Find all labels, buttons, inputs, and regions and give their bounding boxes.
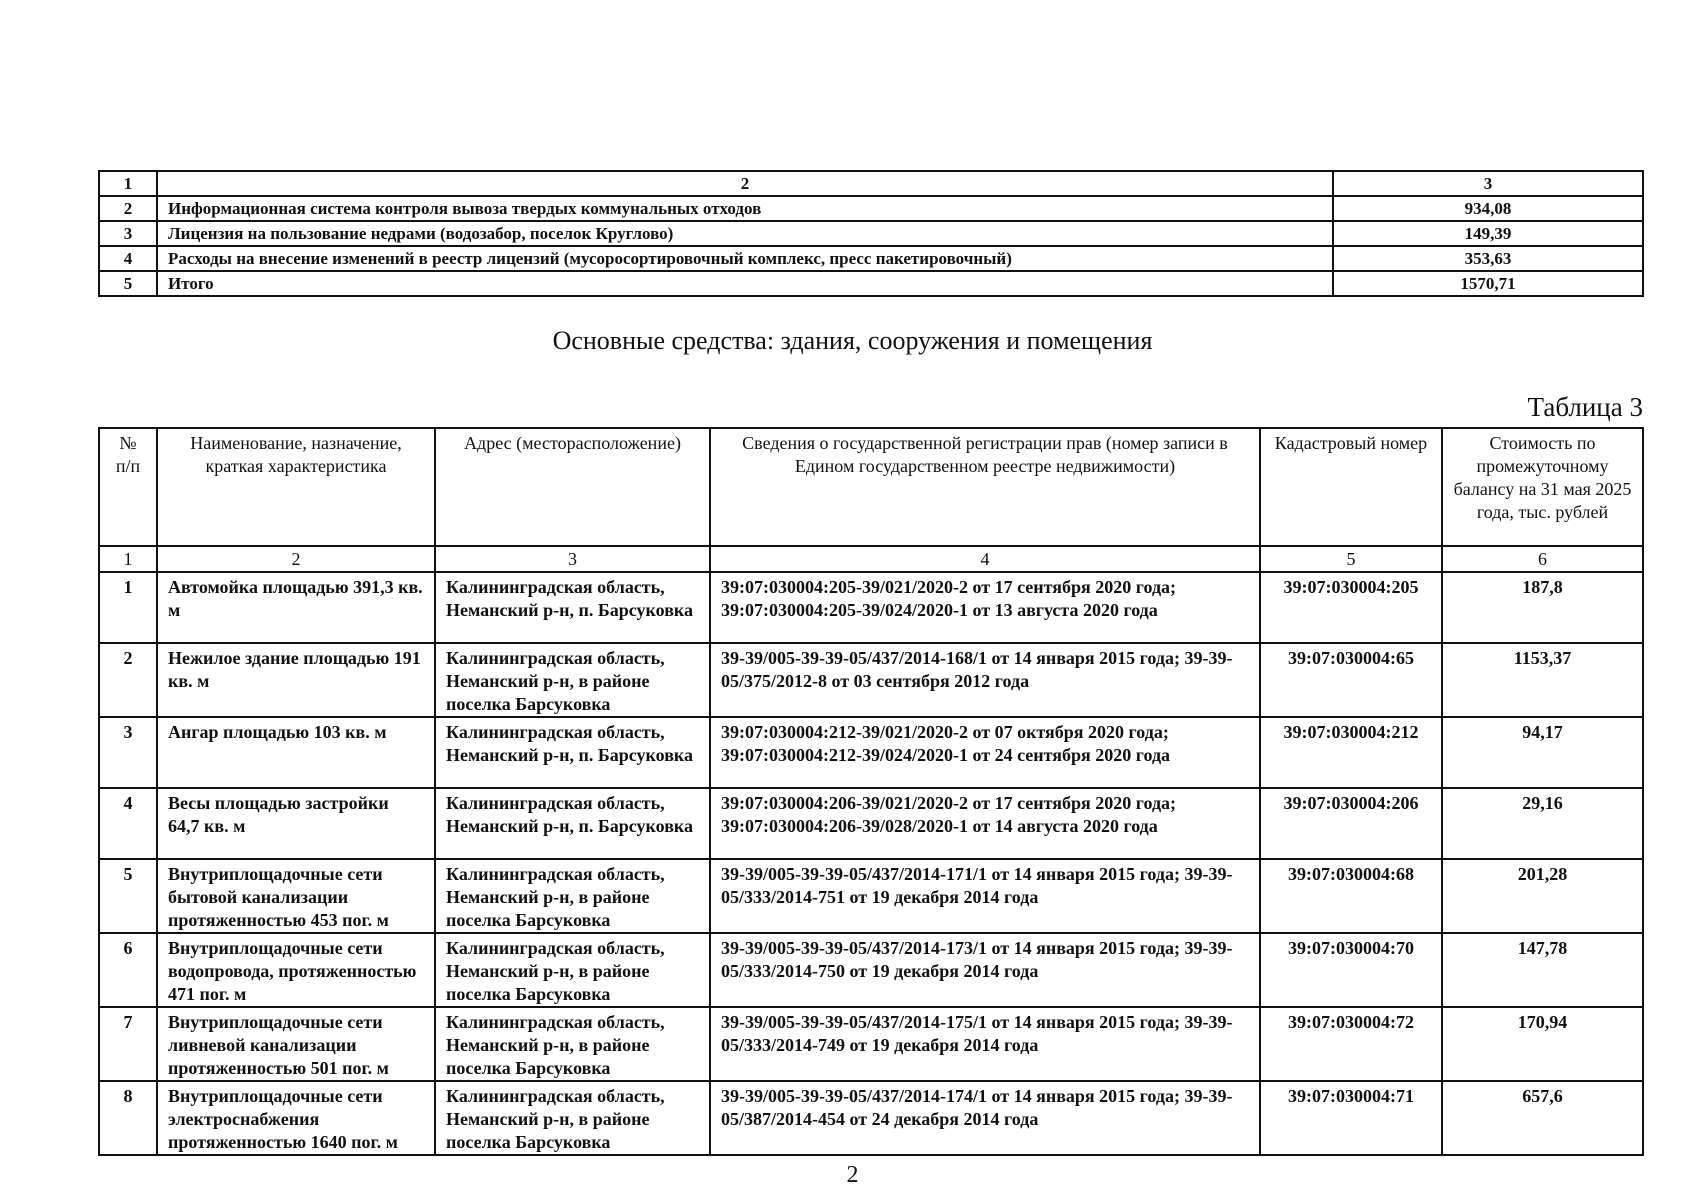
table-row xyxy=(99,717,1643,788)
row-number: 4 xyxy=(99,788,157,859)
row-name: Автомойка площадью 391,3 кв. м xyxy=(157,572,435,643)
row-name: Внутриплощадочные сети бытовой канализации протяженностью 453 пог. м xyxy=(157,859,435,933)
row-registration: 39:07:030004:206-39/021/2020-2 от 17 сентября 2020 года; 39:07:030004:206-39/028/2020-1 от 14 августа 2020 года xyxy=(710,788,1260,859)
row-cadastral: 39:07:030004:72 xyxy=(1260,1007,1442,1081)
row-address: Калининградская область, Неманский р-н, п. Барсуковка xyxy=(435,717,710,788)
row-address: Калининградская область, Неманский р-н, в районе поселка Барсуковка xyxy=(435,859,710,933)
row-cadastral: 39:07:030004:71 xyxy=(1260,1081,1442,1155)
page-number: 2 xyxy=(846,1162,859,1188)
row-registration: 39-39/005-39-39-05/437/2014-173/1 от 14 января 2015 года; 39-39-05/333/2014-750 от 19 декабря 2014 года xyxy=(710,933,1260,1007)
row-value: 934,08 xyxy=(1333,196,1643,221)
row-cost: 170,94 xyxy=(1442,1007,1643,1081)
column-numbers-row xyxy=(99,546,1643,572)
header-number: № п/п xyxy=(99,428,157,546)
col-number-2: 2 xyxy=(157,546,435,572)
row-name: Весы площадью застройки 64,7 кв. м xyxy=(157,788,435,859)
row-number: 1 xyxy=(99,572,157,643)
row-name: Внутриплощадочные сети водопровода, протяженностью 471 пог. м xyxy=(157,933,435,1007)
row-value: 353,63 xyxy=(1333,246,1643,271)
row-name: Расходы на внесение изменений в реестр лицензий (мусоросортировочный комплекс, пресс пакетировочный) xyxy=(157,246,1333,271)
table-header-row xyxy=(99,171,1643,196)
row-registration: 39-39/005-39-39-05/437/2014-174/1 от 14 января 2015 года; 39-39-05/387/2014-454 от 24 декабря 2014 года xyxy=(710,1081,1260,1155)
row-cost: 94,17 xyxy=(1442,717,1643,788)
table-row xyxy=(99,859,1643,933)
col-number-2: 2 xyxy=(157,171,1333,196)
col-number-4: 4 xyxy=(710,546,1260,572)
row-name: Лицензия на пользование недрами (водозабор, поселок Круглово) xyxy=(157,221,1333,246)
row-value: 1570,71 xyxy=(1333,271,1643,296)
col-number-3: 3 xyxy=(1333,171,1643,196)
row-number: 3 xyxy=(99,717,157,788)
fixed-assets-table xyxy=(98,427,1644,1156)
row-cadastral: 39:07:030004:212 xyxy=(1260,717,1442,788)
row-number: 2 xyxy=(99,643,157,717)
header-address: Адрес (месторасположение) xyxy=(435,428,710,546)
col-number-5: 5 xyxy=(1260,546,1442,572)
section-title: Основные средства: здания, сооружения и помещения xyxy=(552,326,1153,355)
row-name: Внутриплощадочные сети электроснабжения протяженностью 1640 пог. м xyxy=(157,1081,435,1155)
row-cost: 187,8 xyxy=(1442,572,1643,643)
row-cost: 29,16 xyxy=(1442,788,1643,859)
row-registration: 39-39/005-39-39-05/437/2014-168/1 от 14 января 2015 года; 39-39-05/375/2012-8 от 03 сентября 2012 года xyxy=(710,643,1260,717)
row-address: Калининградская область, Неманский р-н, в районе поселка Барсуковка xyxy=(435,643,710,717)
row-registration: 39:07:030004:212-39/021/2020-2 от 07 октября 2020 года; 39:07:030004:212-39/024/2020-1 от 24 сентября 2020 года xyxy=(710,717,1260,788)
row-registration: 39:07:030004:205-39/021/2020-2 от 17 сентября 2020 года; 39:07:030004:205-39/024/2020-1 от 13 августа 2020 года xyxy=(710,572,1260,643)
row-cost: 657,6 xyxy=(1442,1081,1643,1155)
row-cadastral: 39:07:030004:70 xyxy=(1260,933,1442,1007)
row-cost: 201,28 xyxy=(1442,859,1643,933)
col-number-1: 1 xyxy=(99,546,157,572)
row-registration: 39-39/005-39-39-05/437/2014-175/1 от 14 января 2015 года; 39-39-05/333/2014-749 от 19 декабря 2014 года xyxy=(710,1007,1260,1081)
row-address: Калининградская область, Неманский р-н, п. Барсуковка xyxy=(435,572,710,643)
table-row xyxy=(99,1007,1643,1081)
row-cost: 147,78 xyxy=(1442,933,1643,1007)
header-registration: Сведения о государственной регистрации прав (номер записи в Едином государственном реестре недвижимости) xyxy=(710,428,1260,546)
row-name: Информационная система контроля вывоза твердых коммунальных отходов xyxy=(157,196,1333,221)
row-value: 149,39 xyxy=(1333,221,1643,246)
row-cost: 1153,37 xyxy=(1442,643,1643,717)
table-row xyxy=(99,572,1643,643)
table-row xyxy=(99,788,1643,859)
row-address: Калининградская область, Неманский р-н, в районе поселка Барсуковка xyxy=(435,1007,710,1081)
row-name: Ангар площадью 103 кв. м xyxy=(157,717,435,788)
table-row-total xyxy=(99,271,1643,296)
intangible-assets-table xyxy=(98,170,1644,297)
row-number: 2 xyxy=(99,196,157,221)
col-number-1: 1 xyxy=(99,171,157,196)
table-label: Таблица 3 xyxy=(1527,392,1643,422)
row-number: 6 xyxy=(99,933,157,1007)
row-number: 5 xyxy=(99,859,157,933)
row-cadastral: 39:07:030004:68 xyxy=(1260,859,1442,933)
table-row xyxy=(99,246,1643,271)
row-cadastral: 39:07:030004:65 xyxy=(1260,643,1442,717)
col-number-3: 3 xyxy=(435,546,710,572)
table-header-row xyxy=(99,428,1643,546)
row-cadastral: 39:07:030004:206 xyxy=(1260,788,1442,859)
row-registration: 39-39/005-39-39-05/437/2014-171/1 от 14 января 2015 года; 39-39-05/333/2014-751 от 19 декабря 2014 года xyxy=(710,859,1260,933)
header-name: Наименование, назначение, краткая характеристика xyxy=(157,428,435,546)
table-row xyxy=(99,933,1643,1007)
row-address: Калининградская область, Неманский р-н, в районе поселка Барсуковка xyxy=(435,1081,710,1155)
header-cost: Стоимость по промежуточному балансу на 31 мая 2025 года, тыс. рублей xyxy=(1442,428,1643,546)
row-address: Калининградская область, Неманский р-н, п. Барсуковка xyxy=(435,788,710,859)
header-cadastral: Кадастровый номер xyxy=(1260,428,1442,546)
col-number-6: 6 xyxy=(1442,546,1643,572)
row-number: 3 xyxy=(99,221,157,246)
row-name: Нежилое здание площадью 191 кв. м xyxy=(157,643,435,717)
row-number: 7 xyxy=(99,1007,157,1081)
row-name: Итого xyxy=(157,271,1333,296)
row-number: 8 xyxy=(99,1081,157,1155)
row-number: 5 xyxy=(99,271,157,296)
row-cadastral: 39:07:030004:205 xyxy=(1260,572,1442,643)
table-row xyxy=(99,196,1643,221)
row-name: Внутриплощадочные сети ливневой канализации протяженностью 501 пог. м xyxy=(157,1007,435,1081)
row-address: Калининградская область, Неманский р-н, в районе поселка Барсуковка xyxy=(435,933,710,1007)
table-row xyxy=(99,221,1643,246)
table-row xyxy=(99,643,1643,717)
table-row xyxy=(99,1081,1643,1155)
row-number: 4 xyxy=(99,246,157,271)
